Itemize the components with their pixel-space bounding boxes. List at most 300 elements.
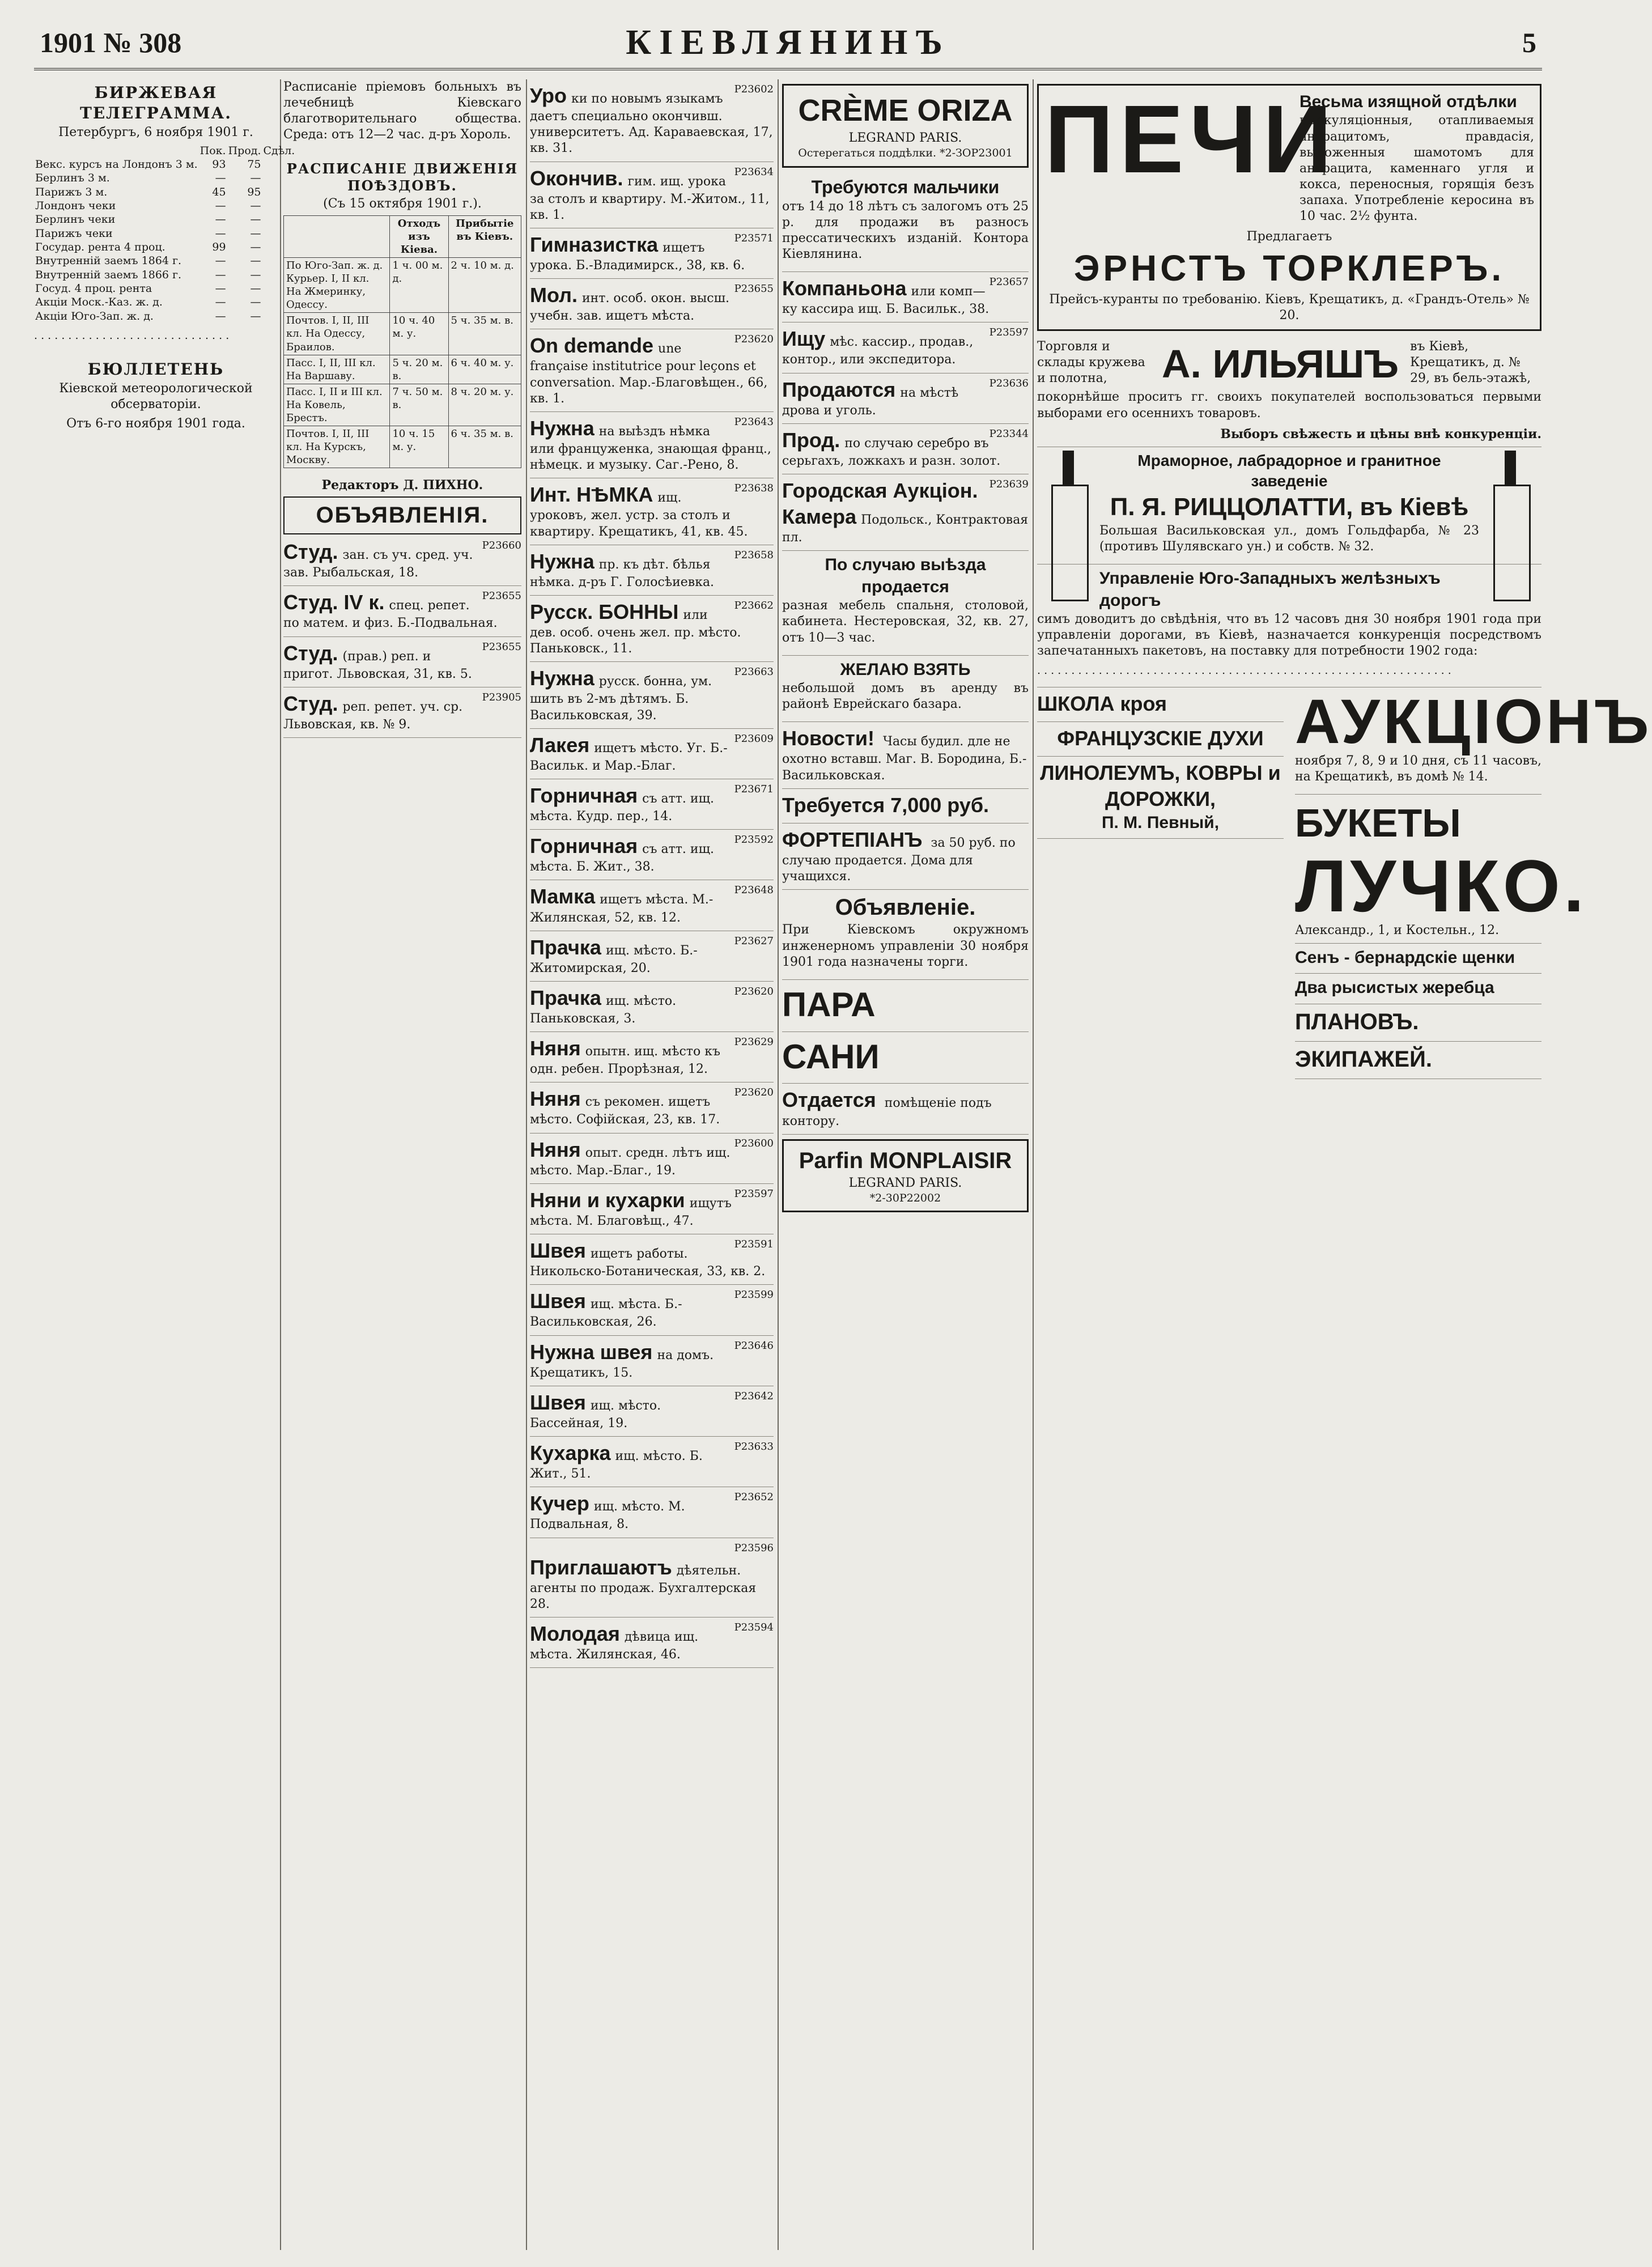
ad-keyword: Нужна: [530, 666, 594, 690]
ad-code: Р23620: [734, 1086, 774, 1099]
ads-list: [530, 79, 774, 1668]
perfume-ad: [1037, 722, 1284, 757]
classified-ad: [530, 662, 774, 728]
horses-heading: Два рысистых жеребца: [1295, 978, 1494, 997]
exchange-value: 45: [212, 185, 226, 198]
ad-text: опыт. средн. лѣтъ ищ. мѣсто. Мар.-Благ., 19.: [530, 1145, 731, 1178]
exchange-row: [34, 227, 296, 240]
classified-ad: [530, 1618, 774, 1668]
carriages-ad: [1295, 1042, 1541, 1079]
money-needed-heading: Требуется 7,000 руб.: [782, 793, 989, 817]
timetable-title: РАСПИСАНІЕ ДВИЖЕНІЯ ПОѢЗДОВЪ.: [286, 160, 519, 194]
carriages-heading: ЭКИПАЖЕЙ.: [1295, 1046, 1432, 1072]
timetable-row: [284, 384, 521, 426]
departure-heading: По случаю выѣзда продается: [825, 555, 986, 596]
ad-keyword: Студ.: [283, 691, 338, 715]
ad-text: по случаю серебро въ серьгахъ, ложкахъ и разн. золот.: [782, 436, 1001, 468]
exchange-value: —: [215, 213, 226, 226]
classified-ad: [530, 1285, 774, 1335]
ad-text: une française institutrice pour leçons et conversation. Мар.-Благовѣщен., 66, кв. 1.: [530, 342, 768, 406]
announcement-heading: Объявленіе.: [835, 895, 976, 920]
ad-keyword: Горничная: [530, 783, 638, 807]
bulletin-title: БЮЛЛЕТЕНЬ: [87, 360, 224, 379]
classified-ad: [782, 272, 1029, 322]
bukety-ad: [1295, 795, 1588, 944]
ad-keyword: Прод.: [782, 428, 840, 452]
ad-text: ищетъ работы. Никольско-Ботаническая, 33, кв. 2.: [530, 1247, 766, 1279]
exchange-value: —: [215, 296, 226, 309]
marble-title: Мраморное, лабрадорное и гранитное заведеніе: [1137, 451, 1441, 490]
pechi-heading: ПЕЧИ: [1044, 86, 1338, 193]
pechi-ad: [1037, 84, 1541, 331]
ads-list: [283, 536, 521, 738]
exchange-label: Акціи Моск.-Каз. ж. д.: [35, 296, 163, 309]
timetable-col-header: Прибытіе въ Кіевъ.: [448, 216, 521, 258]
ad-code: Р23629: [734, 1036, 774, 1048]
ad-code: Р23602: [734, 83, 774, 95]
parfin-ad: [782, 1139, 1029, 1213]
creme-brand: LEGRAND PARIS.: [848, 131, 962, 146]
ad-code: Р23652: [734, 1491, 774, 1504]
timetable-row: [284, 426, 521, 468]
rent-wanted-text: небольшой домъ въ аренду въ районѣ Еврейскаго базара.: [782, 681, 1029, 712]
ad-code: Р23655: [482, 590, 521, 602]
horses-ad: [1295, 974, 1541, 1004]
news-text: Часы будил. дле не охотно вставш. Маг. В. Бородина, Б.-Васильковская.: [782, 735, 1027, 783]
para-heading: ПАРА: [782, 985, 876, 1024]
ad-keyword: Кухарка: [530, 1441, 611, 1465]
ad-code: Р23655: [482, 640, 521, 653]
departure-text: разная мебель спальня, столовой, кабинета. Нестеровская, 32, кв. 27, отъ 10—3 час.: [782, 598, 1029, 645]
ad-code: Р23658: [734, 549, 774, 561]
classified-ad: [530, 1234, 774, 1285]
classified-ad: [530, 545, 774, 596]
puppies-ad: [1295, 944, 1541, 974]
ad-text: съ атт. ищ. мѣста. Б. Жит., 38.: [530, 842, 715, 874]
classified-ad: [530, 880, 774, 931]
timetable-cell: 8 ч. 20 м. у.: [448, 384, 521, 426]
exchange-label: Берлинъ чеки: [35, 213, 116, 226]
exchange-value: —: [250, 282, 261, 295]
exchange-row: [34, 199, 296, 213]
rent-wanted-ad: [782, 656, 1029, 723]
ad-code: Р23636: [989, 377, 1029, 389]
ad-text: мѣс. кассир., продав., контор., или экспедитора.: [782, 335, 974, 367]
classified-ad: [530, 779, 774, 830]
plans-ad: [1295, 1004, 1541, 1042]
classified-ad: [530, 329, 774, 412]
wanted-boys-heading: Требуются мальчики: [811, 176, 1000, 197]
editor-line: Редакторъ Д. ПИХНО.: [321, 477, 483, 493]
timetable-col-header: Отходъ изъ Кіева.: [390, 216, 448, 258]
exchange-label: Государ. рента 4 проц.: [35, 241, 165, 253]
ad-code: Р23648: [734, 884, 774, 897]
exchange-row: [34, 268, 296, 282]
ad-text: съ рекомен. ищетъ мѣсто. Софійская, 23, кв. 17.: [530, 1095, 720, 1127]
ad-code: Р23594: [734, 1621, 774, 1633]
rent-out-text: помѣщеніе подъ контору.: [782, 1096, 992, 1128]
piano-text: за 50 руб. по случаю продается. Дома для учащихся.: [782, 835, 1016, 884]
classified-ad: [530, 412, 774, 478]
ad-text: ищ. мѣсто. Паньковская, 3.: [530, 994, 677, 1026]
ad-text: ищ. мѣста. Б.-Васильковская, 26.: [530, 1297, 682, 1330]
bukety-heading: БУКЕТЫ: [1295, 801, 1461, 846]
exchange-row: [34, 185, 296, 199]
exchange-value: —: [250, 296, 261, 309]
news-ad: [782, 722, 1029, 788]
pechi-text: циркуляціонныя, отапливаемыя антрацитомъ, правдасія, выложенныя шамотомъ для антрацита, каменнаго угля и кокса, переносныя, горящія безъ запаха. Употребленіе керосина въ 10 час. 2½ фунта.: [1299, 113, 1534, 224]
parfin-note: *2-30Р22002: [869, 1192, 941, 1205]
bulletin-subtitle: Кіевской метеорологической обсерваторіи.: [59, 381, 253, 412]
ad-code: Р23671: [734, 783, 774, 795]
ad-code: Р23642: [734, 1390, 774, 1402]
exchange-value: —: [250, 254, 261, 268]
ad-code: Р23646: [734, 1339, 774, 1352]
ad-code: Р23597: [989, 326, 1029, 339]
exchange-title: БИРЖЕВАЯ ТЕЛЕГРАММА.: [79, 83, 232, 122]
ad-keyword: Студ. IV к.: [283, 591, 385, 614]
ad-keyword: Мамка: [530, 885, 596, 909]
ad-text: съ атт. ищ. мѣста. Кудр. пер., 14.: [530, 791, 715, 824]
departure-ad: [782, 551, 1029, 655]
ad-text: ищетъ урока. Б.-Владимирск., 38, кв. 6.: [530, 240, 745, 273]
exchange-header: Сдѣл.: [263, 144, 295, 157]
column-display-ads: [1037, 79, 1652, 2250]
classified-ad: [283, 687, 521, 738]
ad-text: дѣятельн. агенты по продаж. Бухгалтерская 28.: [530, 1563, 757, 1611]
ad-code: Р23660: [482, 540, 521, 552]
sani-ad: [782, 1032, 1029, 1084]
exchange-value: 93: [212, 158, 226, 171]
exchange-value: —: [215, 282, 226, 295]
ad-text: ищ. мѣсто. Б. Жит., 51.: [530, 1449, 703, 1481]
ad-text: опытн. ищ. мѣсто къ одн. ребен. Прорѣзная, 12.: [530, 1045, 720, 1077]
ad-text: пр. къ дѣт. бѣлья нѣмка. д-ръ Г. Голосѣиевка.: [530, 557, 715, 589]
ad-text: ищетъ мѣсто. Уг. Б.-Васильк. и Мар.-Благ.: [530, 741, 728, 773]
classified-ad: [530, 478, 774, 545]
linoleum-heading: ЛИНОЛЕУМЪ, КОВРЫ и ДОРОЖКИ,: [1040, 761, 1281, 810]
column-divider: [778, 79, 779, 2250]
ad-code: Р23620: [734, 985, 774, 997]
ad-text: или комп—ку кассира ищ. Б. Васильк., 38.: [782, 285, 989, 317]
timetable-cell: Пасс. I, II и III кл. На Ковель, Брестъ.: [284, 384, 390, 426]
ad-code: Р23638: [734, 482, 774, 495]
column-exchange: БИРЖЕВАЯ ТЕЛЕГРАММА. Петербургъ, 6 ноября 1901 г. Пок. Прод. Сдѣл. Векс. курсъ на Лондонъ 3 м. 93 75 Берлинъ 3 м. — — Парижъ 3 м. 45 95 Лондонъ чеки — — Берлинъ чеки — — Парижъ чеки — — Государ. рента 4 проц. 99 — Внутренній заемъ 1864 г. — — Внутренній заемъ 1866 г. — — Госуд. 4 проц. рента — — Акціи Моск.-Каз. ж. д. — — Акціи Юго-Зап. ж. д. — — . . . . . . . . . . . . . . . . . . . . . . . . . . . . . БЮЛЛЕТЕНЬ Кіевской метеорологической обсерваторіи. Отъ 6-го ноября 1901 года.: [34, 79, 278, 2250]
column-divider: [1033, 79, 1034, 2250]
ad-text: зан. съ уч. сред. уч. зав. Рыбальская, 18.: [283, 548, 473, 580]
auction-ad: [1295, 686, 1652, 795]
ad-keyword: Няня: [530, 1087, 581, 1111]
ad-keyword: Нужна: [530, 416, 594, 440]
marble-name: П. Я. РИЦЦОЛАТТИ, въ Кіевѣ: [1110, 493, 1469, 521]
ad-text: ки по новымъ языкамъ даетъ специально окончивш. университетъ. Ад. Караваевская, 17, кв. 31.: [530, 92, 773, 156]
column-divider: [280, 79, 281, 2250]
classified-ad: [530, 1538, 774, 1618]
timetable-cell: 7 ч. 50 м. в.: [390, 384, 448, 426]
ad-code: Р23596: [734, 1542, 774, 1554]
exchange-row: [34, 282, 296, 295]
ad-code: Р23643: [734, 415, 774, 428]
ad-code: Р23662: [734, 599, 774, 612]
pechi-subheading: Весьма изящной отдѣлки: [1299, 92, 1517, 111]
exchange-place: Петербургъ, 6 ноября 1901 г.: [58, 125, 253, 139]
torkler-address: Прейсъ-куранты по требованію. Кіевъ, Крещатикъ, д. «Грандъ-Отель» № 20.: [1049, 292, 1530, 322]
rent-out-ad: [782, 1084, 1029, 1134]
exchange-value: —: [215, 309, 226, 322]
iljash-ad: [1037, 336, 1541, 447]
lucko-address: Александр., 1, и Костельн., 12.: [1295, 923, 1500, 937]
timetable-row: [284, 313, 521, 355]
exchange-value: —: [250, 213, 261, 226]
left-subcolumn: [1037, 687, 1284, 1079]
ad-text: спец. репет. по матем. и физ. Б.-Подвальная.: [283, 598, 498, 631]
railway-text: симъ доводитъ до свѣдѣнія, что въ 12 часовъ дня 30 ноября 1901 года при управленіи дорогами, въ Кіевѣ, назначается конкуренція посредствомъ запечатанныхъ пакетовъ, на поставку для потребности 1902 года:: [1037, 612, 1541, 659]
classified-ad: [530, 162, 774, 228]
exchange-label: Парижъ 3 м.: [35, 185, 108, 198]
railway-title: Управленіе Юго-Западныхъ желѣзныхъ дорогъ: [1099, 569, 1441, 610]
torkler-name: ЭРНСТЪ ТОРКЛЕРЪ.: [1073, 247, 1505, 288]
piano-heading: ФОРТЕПІАНЪ: [782, 827, 923, 851]
ad-text: или дев. особ. очень жел. пр. мѣсто. Паньковск., 11.: [530, 608, 741, 656]
ad-text: (прав.) реп. и пригот. Львовская, 31, кв. 5.: [283, 649, 472, 681]
exchange-value: —: [215, 268, 226, 281]
ad-text: ищ. мѣсто. М. Подвальная, 8.: [530, 1500, 685, 1532]
exchange-label: Лондонъ чеки: [35, 199, 116, 213]
monument-icon: [1490, 451, 1530, 598]
iljash-text: покорнѣйше проситъ гг. своихъ покупателей воспользоваться первыми выборами его осеннихъ товаровъ.: [1037, 390, 1541, 421]
exchange-row: [34, 158, 296, 171]
ad-code: Р23592: [734, 834, 774, 846]
puppies-heading: Сенъ - бернардскіе щенки: [1295, 948, 1515, 967]
timetable-col-header: [284, 216, 390, 258]
exchange-label: Берлинъ 3 м.: [35, 172, 110, 185]
wanted-boys-ad: [782, 172, 1029, 273]
exchange-value: —: [215, 199, 226, 213]
classified-ad: [530, 79, 774, 162]
page-header: [34, 16, 1542, 70]
perfume-heading: ФРАНЦУЗСКІЕ ДУХИ: [1057, 726, 1264, 750]
plans-heading: ПЛАНОВЪ.: [1295, 1009, 1419, 1034]
ad-code: Р23591: [734, 1238, 774, 1251]
classified-ad: [782, 322, 1029, 373]
ad-keyword: Ищу: [782, 327, 826, 351]
exchange-value: —: [215, 227, 226, 240]
timetable-cell: По Юго-Зап. ж. д. Курьер. I, II кл. На Жмеринку, Одессу.: [284, 258, 390, 313]
ad-keyword: Студ.: [283, 641, 338, 665]
rent-out-heading: Отдается: [782, 1088, 876, 1112]
creme-note: Остерегаться поддѣлки. *2-ЗОР23001: [798, 147, 1013, 160]
timetable-cell: 1 ч. 00 м. д.: [390, 258, 448, 313]
column-mixed-ads: [782, 79, 1029, 2250]
iljash-slogan: Выборъ свѣжесть и цѣны внѣ конкуренціи.: [1220, 426, 1541, 441]
exchange-table: [34, 144, 296, 323]
exchange-value: 75: [247, 158, 261, 171]
lucko-heading: ЛУЧКО.: [1295, 844, 1588, 927]
exchange-value: —: [250, 309, 261, 322]
ad-keyword: Нужна швея: [530, 1340, 653, 1364]
ad-code: Р23633: [734, 1441, 774, 1453]
iljash-pre: Торговля и склады кружева и полотна,: [1037, 339, 1145, 386]
wanted-boys-text: отъ 14 до 18 лѣтъ съ залогомъ отъ 25 р. для продажи въ разносъ прессатическихъ изданій. Контора Кіевлянина.: [782, 199, 1029, 261]
creme-title: CRÈME ORIZA: [798, 94, 1013, 128]
ad-keyword: Прачка: [530, 935, 601, 959]
classified-ad: [530, 830, 774, 880]
ad-keyword: Няни и кухарки: [530, 1188, 685, 1212]
sani-heading: САНИ: [782, 1037, 880, 1076]
classified-ad: [782, 373, 1029, 424]
exchange-label: Внутренній заемъ 1864 г.: [35, 254, 182, 268]
column-timetable: [283, 79, 521, 2250]
timetable-cell: 5 ч. 20 м. в.: [390, 355, 448, 384]
bulletin-date: Отъ 6-го ноября 1901 года.: [66, 417, 245, 431]
ad-text: ищ. мѣсто. Б.-Житомирская, 20.: [530, 943, 698, 975]
exchange-label: Госуд. 4 проц. рента: [35, 282, 152, 295]
exchange-value: 99: [212, 241, 226, 253]
classified-ad: [283, 586, 521, 636]
ad-text: на выѣздъ нѣмка или француженка, знающая франц., нѣмецк. и музыку. Саг.-Рено, 8.: [530, 424, 771, 473]
announcement-text: При Кіевскомъ окружномъ инженерномъ управленіи 30 ноября 1901 года назначены торги.: [782, 923, 1029, 969]
timetable-cell: 6 ч. 40 м. у.: [448, 355, 521, 384]
ad-keyword: Приглашаютъ: [530, 1555, 672, 1579]
ad-keyword: Лакея: [530, 733, 590, 757]
para-ad: [782, 980, 1029, 1032]
timetable-cell: 10 ч. 40 м. у.: [390, 313, 448, 355]
ad-code: Р23657: [989, 276, 1029, 288]
ad-keyword: Мол.: [530, 283, 577, 307]
ad-keyword: Горничная: [530, 834, 638, 858]
exchange-row: [34, 309, 296, 323]
ad-code: Р23663: [734, 666, 774, 678]
timetable-cell: Пасс. I, II, III кл. На Варшаву.: [284, 355, 390, 384]
ad-keyword: Уро: [530, 84, 567, 107]
classified-ad: [283, 536, 521, 586]
creme-oriza-ad: [782, 84, 1029, 168]
classified-ad: [530, 1336, 774, 1386]
exchange-row: [34, 171, 296, 185]
exchange-value: 95: [247, 185, 261, 198]
iljash-address: въ Кіевѣ, Крещатикъ, д. № 29, въ бель-этажѣ,: [1410, 339, 1531, 386]
exchange-value: —: [250, 227, 261, 240]
ad-code: Р23634: [734, 165, 774, 178]
classified-ad: [530, 1437, 774, 1487]
exchange-value: —: [215, 254, 226, 268]
news-heading: Новости!: [782, 727, 874, 750]
timetable-cell: Почтов. I, II, III кл. На Одессу, Браилов.: [284, 313, 390, 355]
ad-code: Р23609: [734, 732, 774, 745]
timetable-cell: 5 ч. 35 м. в.: [448, 313, 521, 355]
classified-ad: [530, 1184, 774, 1234]
ad-keyword: Русск. БОННЫ: [530, 600, 679, 623]
classified-ad: [530, 1134, 774, 1184]
train-timetable: [283, 215, 521, 468]
classified-ad: [530, 279, 774, 329]
exchange-value: —: [215, 172, 226, 185]
classified-ad: [283, 637, 521, 687]
parfin-brand: LEGRAND PARIS.: [848, 1175, 962, 1190]
classified-ad: [530, 931, 774, 982]
ad-keyword: Няня: [530, 1137, 581, 1161]
ad-code: Р23600: [734, 1137, 774, 1149]
ad-text: ищутъ мѣста. М. Благовѣщ., 47.: [530, 1196, 732, 1228]
auction-heading: АУКЦІОНЪ: [1295, 686, 1652, 757]
classified-ad: [530, 228, 774, 279]
exchange-label: Векс. курсъ на Лондонъ 3 м.: [35, 158, 198, 171]
ad-text: инт. особ. окон. высш. учебн. зав. ищетъ мѣста.: [530, 291, 730, 324]
timetable-cell: 10 ч. 15 м. у.: [390, 426, 448, 468]
classified-ad: [530, 1032, 774, 1082]
ad-keyword: Швея: [530, 1239, 586, 1263]
marble-ad: [1037, 447, 1541, 564]
ad-text: ищ. уроковъ, жел. устр. за столъ и квартиру. Крещатикъ, 41, кв. 45.: [530, 491, 748, 539]
right-subcolumn: [1295, 686, 1652, 1079]
classified-ad: [530, 729, 774, 779]
ad-keyword: Инт. НѢМКА: [530, 483, 653, 507]
classified-ad: [782, 424, 1029, 474]
exchange-label: Парижъ чеки: [35, 227, 113, 240]
timetable-cell: 2 ч. 10 м. д.: [448, 258, 521, 313]
railway-ad: Управленіе Юго-Западныхъ желѣзныхъ дорогъ симъ доводитъ до свѣдѣнія, что въ 12 часовъ дня 30 ноября 1901 года при управленіи дорогами, въ Кіевѣ, назначается конкуренція посредствомъ запечатанныхъ пакетовъ, на поставку для потребности 1902 года: . . . . . . . . . . . . . . . . . . . . . . . . . . . . . . . . . . . . . . . . . . . . . . . . . . . . . . . . . . . . .: [1037, 564, 1541, 687]
ad-text: на мѣстѣ дрова и уголь.: [782, 385, 959, 418]
timetable-subtitle: (Съ 15 октября 1901 г.).: [323, 197, 482, 211]
ad-text: дѣвица ищ. мѣста. Жилянская, 46.: [530, 1629, 699, 1662]
ad-keyword: Швея: [530, 1390, 586, 1414]
ads-list: [782, 272, 1029, 551]
ad-keyword: Окончив.: [530, 166, 623, 190]
newspaper-title: КІЕВЛЯНИНЪ: [626, 23, 950, 62]
linoleum-name: П. М. Певный,: [1101, 813, 1220, 833]
exchange-row: [34, 240, 296, 254]
exchange-value: —: [250, 241, 261, 253]
ad-keyword: Нужна: [530, 549, 594, 573]
ad-text: ищ. мѣсто. Бассейная, 19.: [530, 1398, 661, 1430]
classified-ad: [530, 982, 774, 1032]
exchange-label: Акціи Юго-Зап. ж. д.: [35, 309, 154, 322]
classified-ad: [530, 596, 774, 662]
ad-keyword: On demande: [530, 334, 654, 358]
ad-text: ищетъ мѣста. М.-Жилянская, 52, кв. 12.: [530, 893, 714, 925]
school-heading: ШКОЛА кроя: [1037, 691, 1167, 715]
page-number: 5: [1522, 27, 1536, 58]
linoleum-ad: [1037, 757, 1284, 839]
exchange-header: Пок.: [199, 144, 226, 157]
exchange-row: [34, 295, 296, 309]
parfin-title: Parfin MONPLAISIR: [799, 1148, 1012, 1173]
ads-title: ОБЪЯВЛЕНІЯ.: [283, 496, 521, 534]
exchange-row: [34, 213, 296, 226]
ad-keyword: Гимназистка: [530, 232, 659, 256]
ad-code: Р23655: [734, 283, 774, 295]
ad-keyword: Студ.: [283, 540, 338, 564]
ad-text: гим. ищ. урока за столъ и квартиру. М.-Житом., 11, кв. 1.: [530, 174, 770, 222]
timetable-row: [284, 355, 521, 384]
column-classifieds: [530, 79, 774, 2250]
exchange-value: —: [250, 268, 261, 281]
ad-keyword: Швея: [530, 1289, 586, 1313]
classified-ad: [782, 474, 1029, 551]
ad-text: русск. бонна, ум. шить въ 2-мъ дѣтямъ. Б. Васильковская, 39.: [530, 674, 712, 723]
exchange-label: Внутренній заемъ 1866 г.: [35, 268, 182, 281]
ad-text: Подольск., Контрактовая пл.: [782, 513, 1029, 545]
monument-icon: [1048, 451, 1088, 598]
timetable-row: [284, 258, 521, 313]
ad-keyword: Кучер: [530, 1492, 589, 1515]
ad-text: на домъ. Крещатикъ, 15.: [530, 1348, 714, 1380]
ad-keyword: Городская Аукціон. Камера: [782, 479, 978, 529]
exchange-value: —: [250, 172, 261, 185]
column-divider: [526, 79, 527, 2250]
issue-number: 1901 № 308: [40, 27, 182, 58]
iljash-name: А. ИЛЬЯШЪ: [1162, 341, 1399, 386]
